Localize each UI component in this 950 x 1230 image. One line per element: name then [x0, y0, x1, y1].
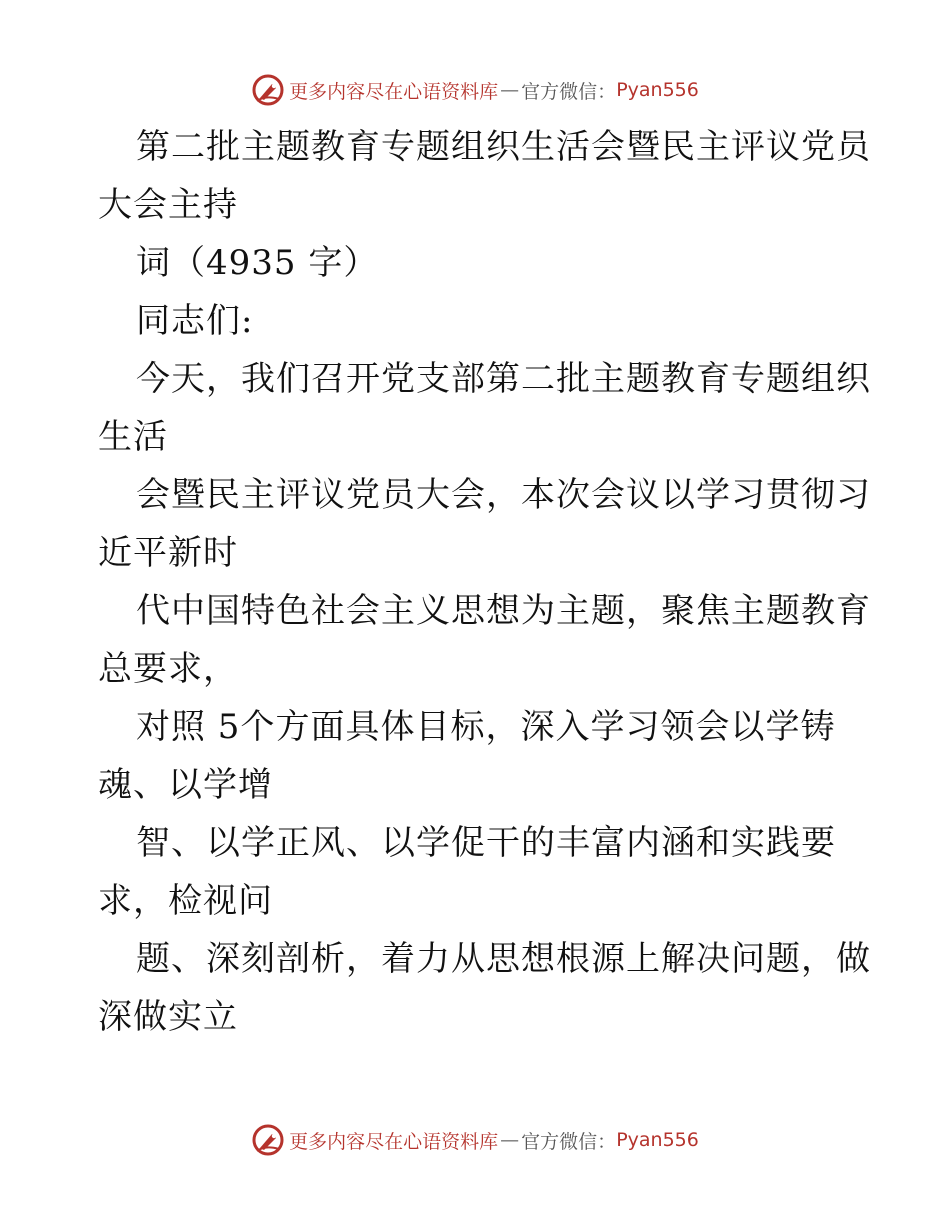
- footer-watermark-banner: [0, 1120, 950, 1160]
- banner-wechat-label: 官方微信：: [521, 80, 617, 103]
- text-line: 会暨民主评议党员大会，本次会议以学习贯彻习: [136, 475, 871, 515]
- text-line: 深做实立: [98, 997, 238, 1037]
- document-body: [98, 118, 871, 1046]
- banner-separator: —: [500, 79, 520, 101]
- banner-text: 更多内容尽在心语资料库: [289, 80, 499, 103]
- text-line: 魂、以学增: [98, 765, 273, 805]
- text-line: 题、深刻剖析，着力从思想根源上解决问题，做: [136, 939, 871, 979]
- header-watermark-banner: [0, 70, 950, 110]
- banner-wechat-id: Pyan556: [616, 1129, 699, 1151]
- text-line: 求，检视问: [98, 881, 273, 921]
- text-line: 第二批主题教育专题组织生活会暨民主评议党员: [136, 127, 871, 167]
- pen-nib-logo-icon: [251, 73, 285, 107]
- pen-nib-logo-icon: [251, 1123, 285, 1157]
- text-line: 总要求，: [98, 649, 238, 689]
- text-line: 对照 5个方面具体目标，深入学习领会以学铸: [136, 707, 836, 747]
- text-line: 近平新时: [98, 533, 238, 573]
- banner-wechat-label: 官方微信：: [521, 1130, 617, 1153]
- text-line: 同志们:: [136, 301, 254, 341]
- banner-wechat-id: Pyan556: [616, 79, 699, 101]
- banner-separator: —: [500, 1129, 520, 1151]
- text-line: 智、以学正风、以学促干的丰富内涵和实践要: [136, 823, 836, 863]
- text-line: 词（4935 字）: [136, 243, 379, 283]
- text-line: 大会主持: [98, 185, 238, 225]
- banner-text: 更多内容尽在心语资料库: [289, 1130, 499, 1153]
- text-line: 生活: [98, 417, 168, 457]
- text-line: 今天，我们召开党支部第二批主题教育专题组织: [136, 359, 871, 399]
- text-line: 代中国特色社会主义思想为主题，聚焦主题教育: [136, 591, 871, 631]
